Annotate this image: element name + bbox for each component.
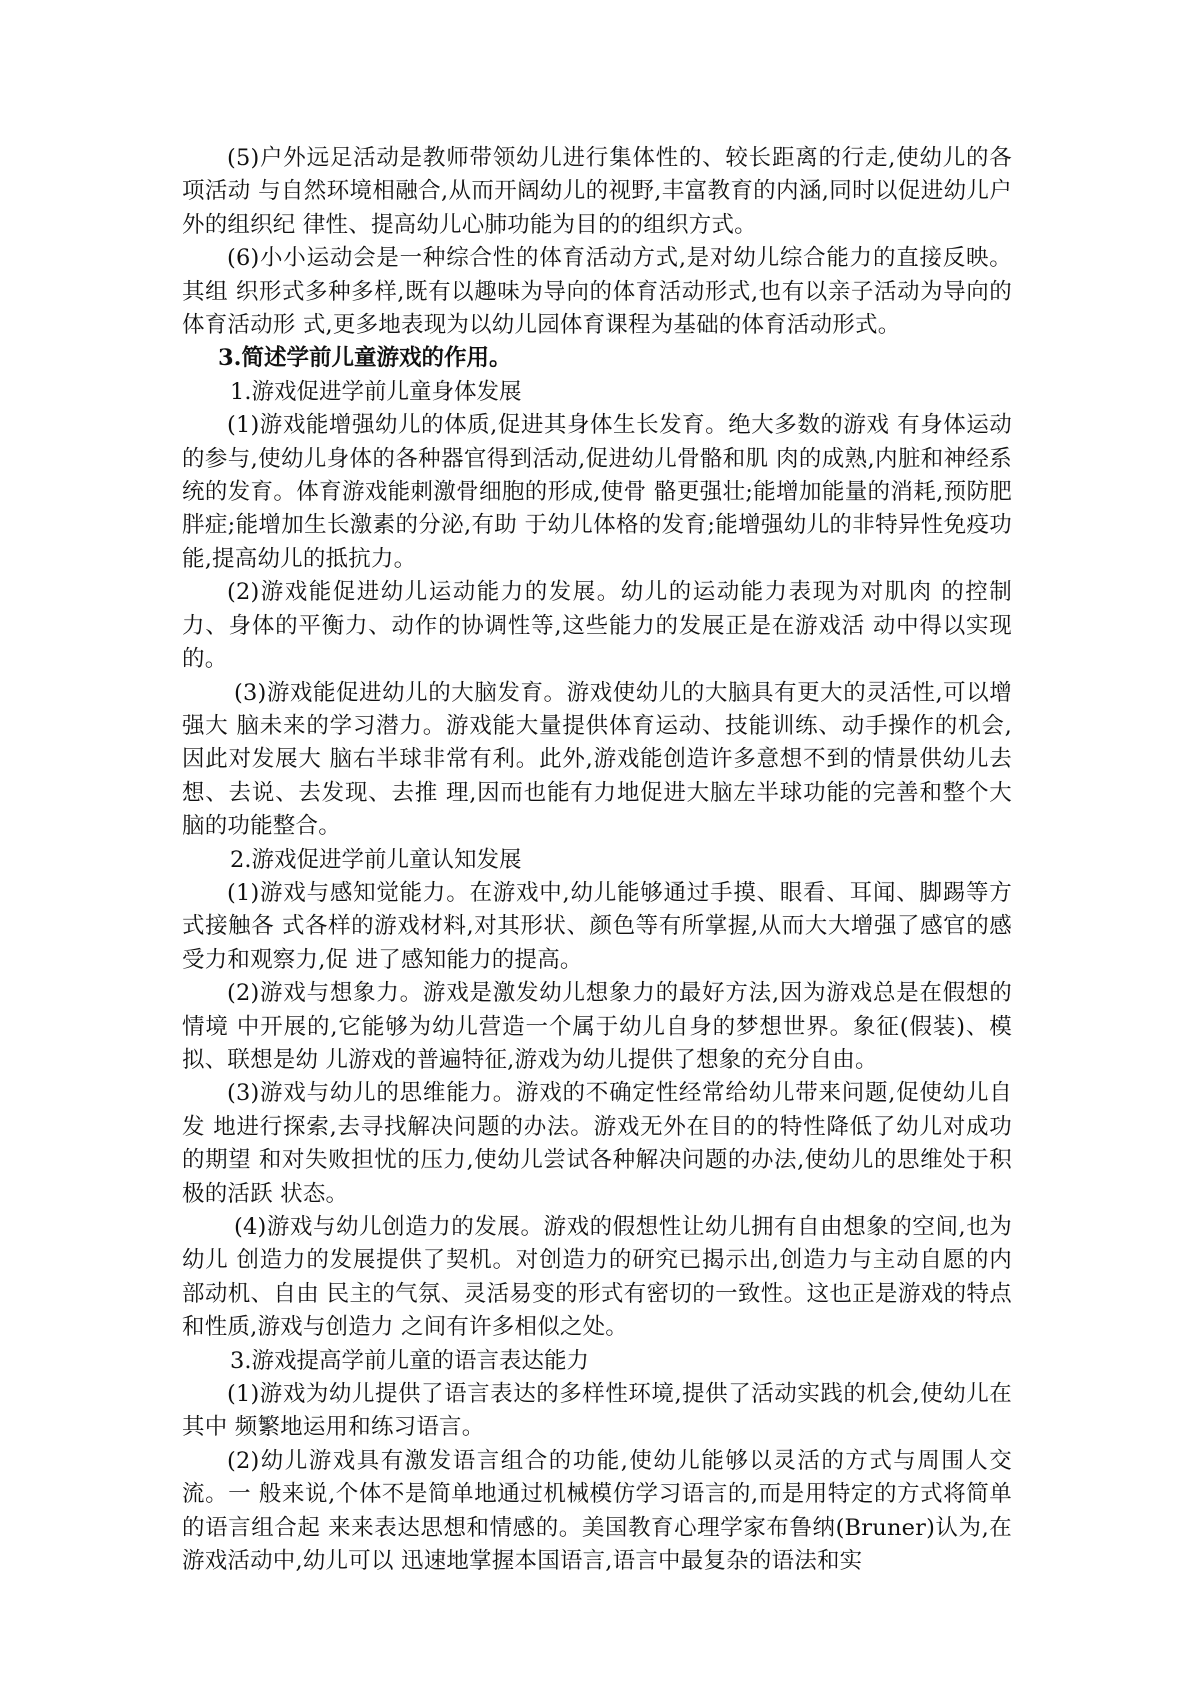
paragraph-cognitive-3: (3)游戏与幼儿的思维能力。游戏的不确定性经常给幼儿带来问题,促使幼儿自发 地进行探索,去寻找解决问题的办法。游戏无外在目的的特性降低了幼儿对成功的期望 和对失败担忧的压力,使幼儿尝试各种解决问题的办法,使幼儿的思维处于积极的活跃 状态。 <box>182 1080 1012 1207</box>
section-heading-language: 3.游戏提高学前儿童的语言表达能力 <box>230 1347 589 1374</box>
paragraph-cognitive-4: (4)游戏与幼儿创造力的发展。游戏的假想性让幼儿拥有自由想象的空间,也为幼儿 创造力的发展提供了契机。对创造力的研究已揭示出,创造力与主动自愿的内部动机、自由 民主的气氛、灵活易变的形式有密切的一致性。这也正是游戏的特点和性质,游戏与创造力 之间有许多相似之处。 <box>182 1214 1012 1341</box>
paragraph-physical-1: (1)游戏能增强幼儿的体质,促进其身体生长发育。绝大多数的游戏 有身体运动的参与,使幼儿身体的各种器官得到活动,促进幼儿骨骼和肌 肉的成熟,内脏和神经系统的发育。体育游戏能刺激骨细胞的形成,使骨 骼更强壮;能增加能量的消耗,预防肥胖症;能增加生长激素的分泌,有助 于幼儿体格的发育;能增强幼儿的非特异性免疫功能,提高幼儿的抵抗力。 <box>182 412 1012 572</box>
paragraph-outdoor-hiking: (5)户外远足活动是教师带领幼儿进行集体性的、较长距离的行走,使幼儿的各项活动 与自然环境相融合,从而开阔幼儿的视野,丰富教育的内涵,同时以促进幼儿户外的组织纪 律性、提高幼儿心肺功能为目的的组织方式。 <box>182 145 1012 238</box>
section-heading-cognitive: 2.游戏促进学前儿童认知发展 <box>230 846 522 873</box>
paragraph-cognitive-2: (2)游戏与想象力。游戏是激发幼儿想象力的最好方法,因为游戏总是在假想的情境 中开展的,它能够为幼儿营造一个属于幼儿自身的梦想世界。象征(假装)、模拟、联想是幼 儿游戏的普遍特征,游戏为幼儿提供了想象的充分自由。 <box>182 980 1012 1073</box>
paragraph-physical-3: (3)游戏能促进幼儿的大脑发育。游戏使幼儿的大脑具有更大的灵活性,可以增强大 脑未来的学习潜力。游戏能大量提供体育运动、技能训练、动手操作的机会,因此对发展大 脑右半球非常有利。此外,游戏能创造许多意想不到的情景供幼儿去想、去说、去发现、去推 理,因而也能有力地促进大脑左半球功能的完善和整个大脑的功能整合。 <box>182 679 1012 840</box>
question-heading: 3.简述学前儿童游戏的作用。 <box>218 345 512 372</box>
paragraph-sports-meet: (6)小小运动会是一种综合性的体育活动方式,是对幼儿综合能力的直接反映。其组 织形式多种多样,既有以趣味为导向的体育活动形式,也有以亲子活动为导向的体育活动形 式,更多地表现为以幼儿园体育课程为基础的体育活动形式。 <box>182 245 1012 339</box>
paragraph-cognitive-1: (1)游戏与感知觉能力。在游戏中,幼儿能够通过手摸、眼看、耳闻、脚踢等方式接触各 式各样的游戏材料,对其形状、颜色等有所掌握,从而大大增强了感官的感受力和观察力,促 进了感知能力的提高。 <box>182 879 1012 973</box>
paragraph-physical-2: (2)游戏能促进幼儿运动能力的发展。幼儿的运动能力表现为对肌肉 的控制力、身体的平衡力、动作的协调性等,这些能力的发展正是在游戏活 动中得以实现的。 <box>182 579 1012 673</box>
paragraph-language-2: (2)幼儿游戏具有激发语言组合的功能,使幼儿能够以灵活的方式与周围人交流。一 般来说,个体不是简单地通过机械模仿学习语言的,而是用特定的方式将简单的语言组合起 来来表达思想和情感的。美国教育心理学家布鲁纳(Bruner)认为,在游戏活动中,幼儿可以 迅速地掌握本国语言,语言中最复杂的语法和实 <box>182 1447 1012 1575</box>
paragraph-language-1: (1)游戏为幼儿提供了语言表达的多样性环境,提供了活动实践的机会,使幼儿在其中 频繁地运用和练习语言。 <box>182 1381 1012 1441</box>
document-page <box>182 142 1012 1578</box>
section-heading-physical: 1.游戏促进学前儿童身体发展 <box>230 378 522 405</box>
